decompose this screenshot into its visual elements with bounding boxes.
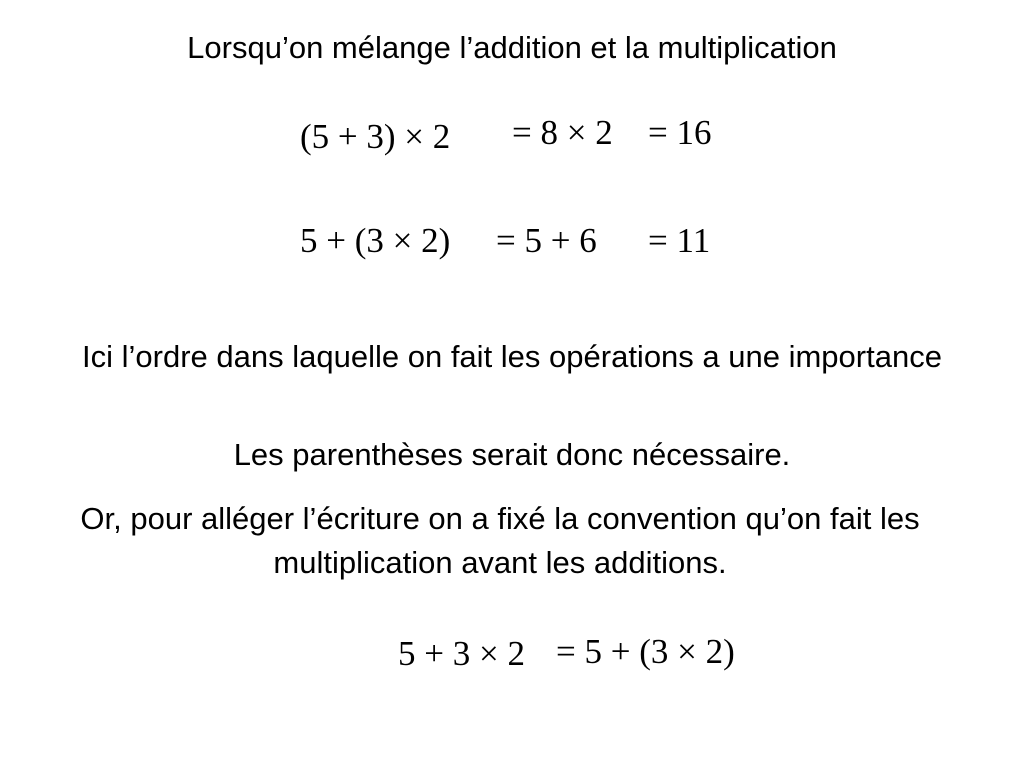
parentheses-text: Les parenthèses serait donc nécessaire. [233,437,791,472]
convention-text-line-1: Or, pour alléger l’écriture on a fixé la convention qu’on fait les [80,501,920,536]
equation-1-lhs: (5 + 3) × 2 [300,117,451,156]
equation-2-lhs: 5 + (3 × 2) [300,221,451,260]
equation-1-step-1: = 8 × 2 [512,113,613,152]
order-matters-text: Ici l’ordre dans laquelle on fait les opérations a une importance [82,339,942,374]
convention-text-line-2: multiplication avant les additions. [273,545,727,580]
equation-3-rhs: = 5 + (3 × 2) [556,632,735,671]
equation-1-step-2: = 16 [648,113,712,152]
equation-2-step-1: = 5 + 6 [496,221,597,260]
slide-title: Lorsqu’on mélange l’addition et la multiplication [187,30,837,65]
equation-3-lhs: 5 + 3 × 2 [398,634,525,673]
equation-2-step-2: = 11 [648,221,711,260]
